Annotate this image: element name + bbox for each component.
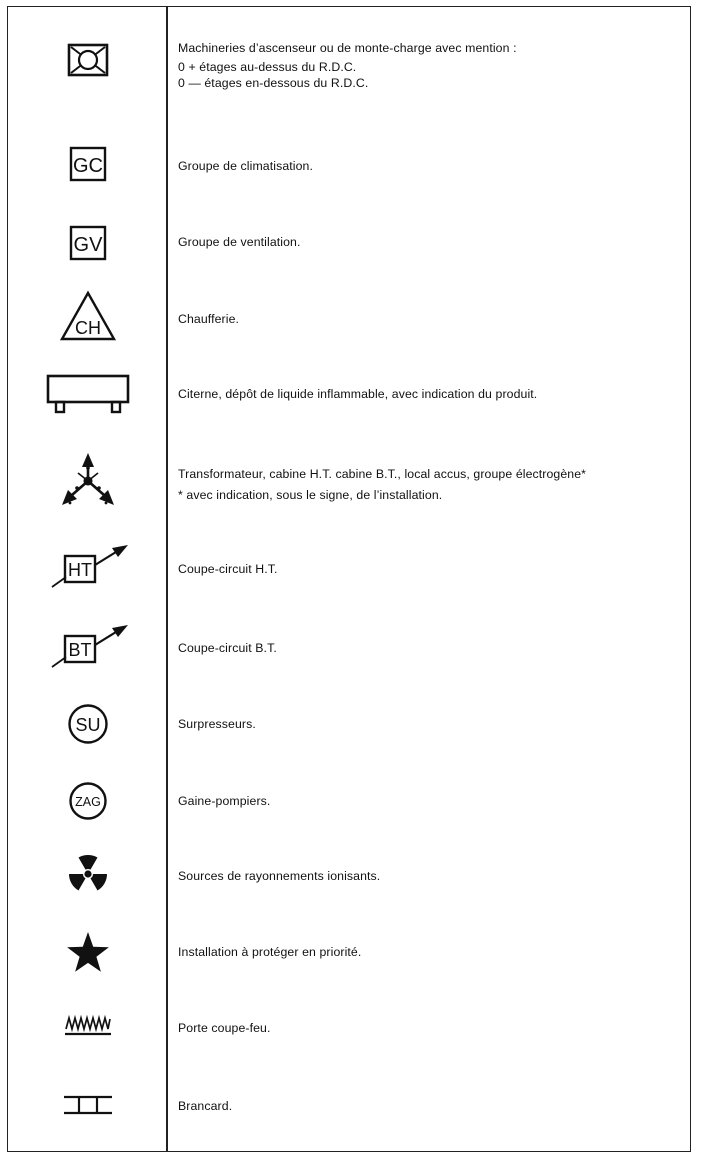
description-line: Coupe-circuit B.T. [178,641,277,655]
description-line: Brancard. [178,1099,233,1113]
description-line: Machineries d’ascenseur ou de monte-charge avec mention : [178,41,517,55]
description-line: Sources de rayonnements ionisants. [178,869,381,883]
coupe-bt-description [178,640,683,656]
description-line: * avec indication, sous le signe, de l’installation. [178,488,443,502]
chaufferie-description [178,311,683,327]
brancard-description [178,1098,683,1114]
transformer-arrows-icon [30,450,146,516]
tank-icon [30,372,146,416]
ch-code: CH [75,318,101,338]
description-line: Citerne, dépôt de liquide inflammable, avec indication du produit. [178,387,538,401]
star-icon [30,930,146,974]
description-line: 0 + étages au-dessus du R.D.C. [178,60,357,74]
ht-code: HT [68,560,92,580]
gaine-description [178,793,683,809]
column-divider [166,6,168,1152]
fire-door-icon [30,1012,146,1042]
stretcher-icon [30,1090,146,1120]
bt-code: BT [68,640,92,660]
zag-circle-icon [30,780,146,822]
su-code: SU [75,715,101,735]
coupe-ht-description [178,561,683,577]
porte-description [178,1020,683,1036]
description-line: Chaufferie. [178,312,240,326]
rayonnement-description [178,868,683,884]
transformateur-description [178,466,683,503]
description-line: Porte coupe-feu. [178,1021,271,1035]
description-line: Coupe-circuit H.T. [178,562,278,576]
priorite-description [178,944,683,960]
bt-breaker-icon [30,622,146,674]
description-line: Surpresseurs. [178,717,256,731]
su-circle-icon [30,702,146,746]
elevator-machinery-description [178,40,683,91]
description-line: Groupe de climatisation. [178,159,313,173]
description-line: Gaine-pompiers. [178,794,271,808]
description-line: Groupe de ventilation. [178,235,301,249]
description-line: Installation à protéger en priorité. [178,945,362,959]
ventilation-description [178,234,683,250]
gv-code: GV [73,234,103,256]
zag-code: ZAG [75,795,101,809]
gv-box-icon [30,222,146,264]
radiation-icon [30,852,146,896]
elevator-machinery-icon [30,35,146,85]
ht-breaker-icon [30,542,146,594]
description-line: 0 — étages en-dessous du R.D.C. [178,76,369,90]
gc-code: GC [73,155,103,177]
surpresseurs-description [178,716,683,732]
gc-box-icon [30,142,146,186]
climatisation-description [178,158,683,174]
ch-triangle-icon [30,288,146,344]
description-line: Transformateur, cabine H.T. cabine B.T., local accus, groupe électrogène* [178,467,587,481]
citerne-description [178,386,683,402]
